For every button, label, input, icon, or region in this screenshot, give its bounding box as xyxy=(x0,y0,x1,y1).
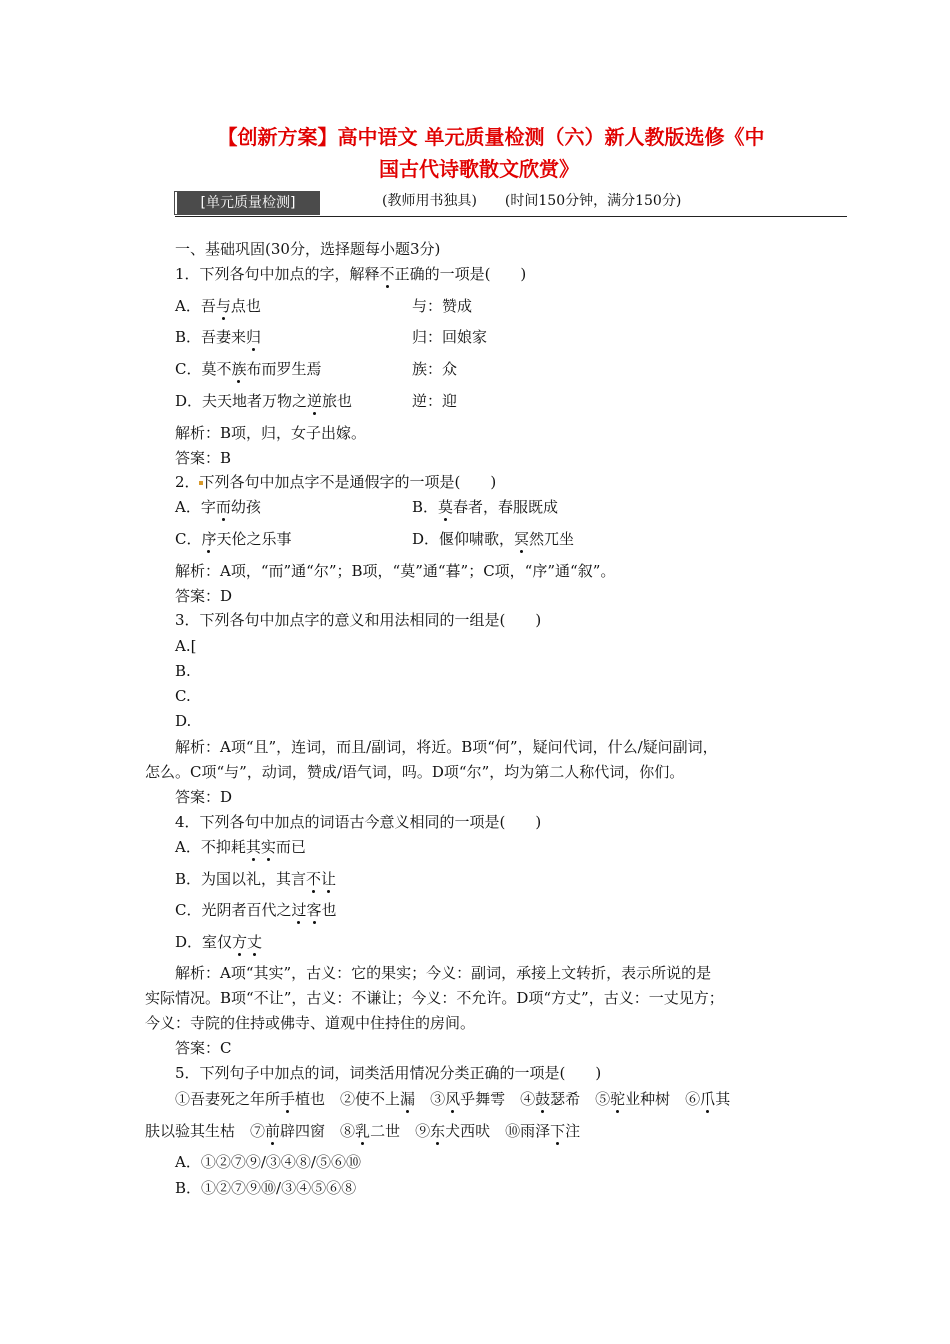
q1-option-d: D．夫天地者万物之逆旅也 xyxy=(175,392,353,410)
q4-answer: 答案：C xyxy=(175,1039,232,1057)
section-banner: [单元质量检测] xyxy=(175,192,319,214)
q2-stem: 2．下列各句中加点字不是通假字的一项是( ) xyxy=(175,473,497,491)
q4-analysis-line2: 实际情况。B项“不让”，古义：不谦让；今义：不允许。D项“方丈”，古义：一丈见方； xyxy=(145,989,724,1007)
q4-stem: 4．下列各句中加点的词语古今意义相同的一项是( ) xyxy=(175,813,542,831)
q2-option-b: B．莫春者，春服既成 xyxy=(412,498,559,516)
q4-analysis-line3: 今义：寺院的住持或佛寺、道观中住持住的房间。 xyxy=(145,1014,476,1032)
q1-option-c: C．莫不族布而罗生焉 xyxy=(175,360,322,378)
q2-answer: 答案：D xyxy=(175,587,233,605)
q3-option-c: C. xyxy=(175,687,191,705)
q1-option-b: B．吾妻来归 xyxy=(175,328,262,346)
q1-option-d-gloss: 逆：迎 xyxy=(412,392,458,410)
q2-option-c: C．序天伦之乐事 xyxy=(175,530,292,548)
q3-option-b: B. xyxy=(175,662,191,680)
exam-info: (教师用书独具) (时间150分钟，满分150分) xyxy=(382,193,682,209)
q1-option-b-gloss: 归：回娘家 xyxy=(412,328,488,346)
q3-stem: 3．下列各句中加点字的意义和用法相同的一组是( ) xyxy=(175,611,542,629)
q2-analysis: 解析：A项，“而”通“尔”；B项，“莫”通“暮”；C项，“序”通“叙”。 xyxy=(175,562,616,580)
q5-items-line1: ①吾妻死之年所手植也 ②使不上漏 ③风乎舞雩 ④鼓瑟希 ⑤驼业种树 ⑥爪其 xyxy=(175,1090,731,1108)
q4-analysis-line1: 解析：A项“其实”，古义：它的果实；今义：副词，承接上文转折，表示所说的是 xyxy=(175,964,712,982)
q3-analysis-line2: 怎么。C项“与”，动词，赞成/语气词，吗。D项“尔”，均为第二人称代词，你们。 xyxy=(145,763,685,781)
q4-option-b: B．为国以礼，其言不让 xyxy=(175,870,337,888)
document-title-line2: 国古代诗歌散文欣赏》 xyxy=(379,157,579,181)
q5-option-a: A．①②⑦⑨/③④⑧/⑤⑥⑩ xyxy=(175,1153,361,1171)
q1-option-a: A．吾与点也 xyxy=(175,297,261,315)
q1-stem: 1．下列各句中加点的字，解释不正确的一项是( ) xyxy=(175,265,527,283)
q1-option-a-gloss: 与：赞成 xyxy=(412,297,473,315)
header-rule xyxy=(175,216,847,217)
q1-option-c-gloss: 族：众 xyxy=(412,360,458,378)
q4-option-c: C．光阴者百代之过客也 xyxy=(175,901,337,919)
q3-answer: 答案：D xyxy=(175,788,233,806)
document-title-line1: 【创新方案】高中语文 单元质量检测（六）新人教版选修《中 xyxy=(217,125,765,149)
q5-option-b: B．①②⑦⑨⑩/③④⑤⑥⑧ xyxy=(175,1179,357,1197)
q5-items-line2: 肤以验其生枯 ⑦前辟四窗 ⑧乳二世 ⑨东犬西吠 ⑩雨泽下注 xyxy=(145,1122,581,1140)
q5-stem: 5．下列句子中加点的词，词类活用情况分类正确的一项是( ) xyxy=(175,1064,602,1082)
q1-answer: 答案：B xyxy=(175,449,232,467)
section-heading: 一、基础巩固(30分，选择题每小题3分) xyxy=(175,240,441,258)
q2-option-a: A．字而幼孩 xyxy=(175,498,261,516)
q3-option-d: D. xyxy=(175,712,192,730)
q3-option-a: A.[ xyxy=(175,637,197,655)
q4-option-a: A．不抑耗其实而已 xyxy=(175,838,306,856)
q2-option-d: D．偃仰啸歌，冥然兀坐 xyxy=(412,530,575,548)
q4-option-d: D．室仅方丈 xyxy=(175,933,263,951)
q1-analysis: 解析：B项，归，女子出嫁。 xyxy=(175,424,367,442)
q3-analysis-line1: 解析：A项“且”，连词，而且/副词，将近。B项“何”，疑问代词，什么/疑问副词， xyxy=(175,738,718,756)
